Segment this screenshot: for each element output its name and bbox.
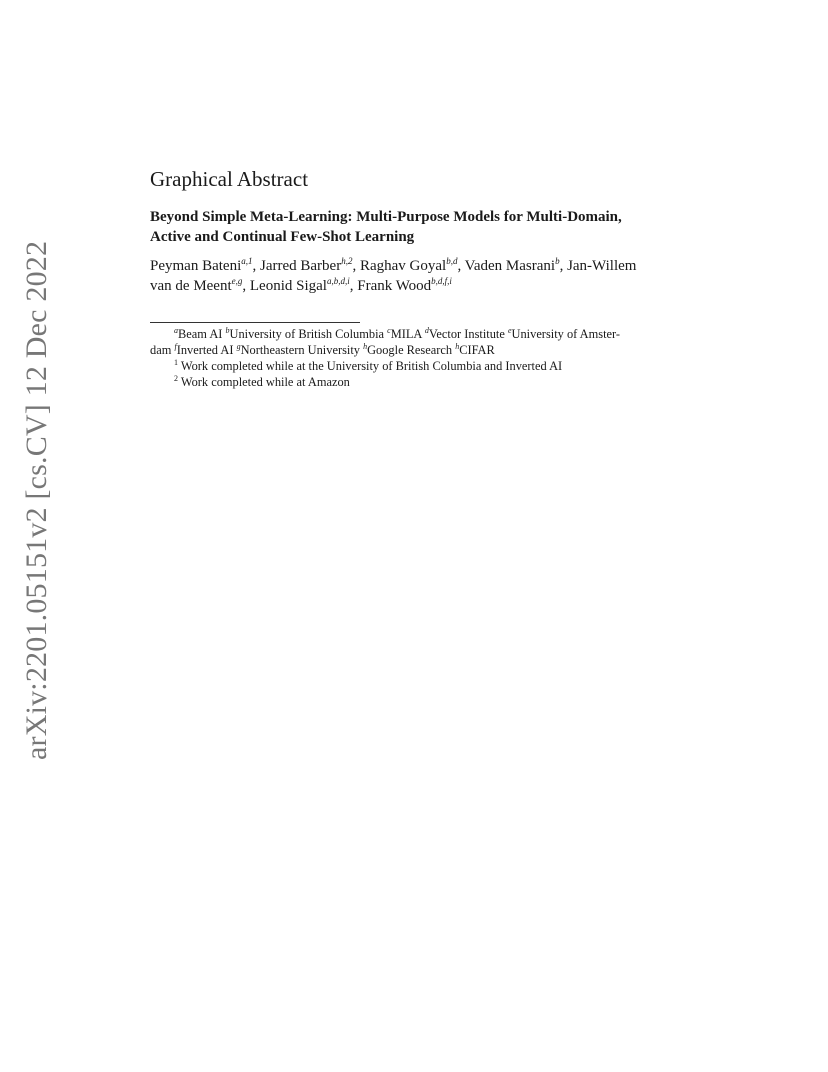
affiliation-mark: d	[424, 326, 429, 335]
author-name: Jarred Barber	[259, 258, 342, 274]
affiliation-text: Beam AI	[178, 327, 223, 341]
affiliation-text: Northeastern University	[240, 343, 360, 357]
page-content	[150, 165, 680, 390]
footnote-divider	[150, 322, 360, 323]
affiliation-mark: a	[174, 326, 178, 335]
affiliation-text: Vector Institute	[428, 327, 505, 341]
author-affiliation-marks: e,g	[231, 276, 243, 286]
author-name: Frank Wood	[357, 278, 432, 294]
author-name: Vaden Masrani	[464, 258, 556, 274]
footnote-1	[150, 358, 680, 374]
author-name: Raghav Goyal	[359, 258, 447, 274]
author-affiliation-marks: h,2	[341, 256, 353, 266]
author-name: Peyman Bateni	[150, 258, 242, 274]
affiliation-mark: b	[225, 326, 230, 335]
affiliation-text: Google Research	[367, 343, 453, 357]
affiliation-mark: f	[174, 342, 177, 351]
affiliation-mark: c	[387, 326, 391, 335]
author-affiliation-marks: a,1	[241, 256, 253, 266]
affiliation-mark: g	[236, 342, 241, 351]
author-list	[150, 256, 680, 296]
author-name-part: van de Meent	[150, 278, 232, 294]
section-heading: Graphical Abstract	[150, 167, 309, 191]
paper-title-line-1: Beyond Simple Meta-Learning: Multi-Purpose Models for Multi-Domain,	[150, 209, 622, 225]
footnote-mark: 2	[174, 374, 178, 383]
author-line-2: van de Meent$^{e,g}$, Leonid Sigal$^{a,b,d,i}$, Frank Wood$^{b,d,f,i}$	[150, 276, 452, 294]
author-name-part: Jan-Willem	[567, 258, 637, 274]
footnote-2	[150, 374, 680, 390]
affiliation-mark: h	[363, 342, 368, 351]
affiliation-text: University of British Columbia	[229, 327, 385, 341]
author-affiliation-marks: a,b,d,i	[326, 276, 350, 286]
author-affiliation-marks: b,d,f,i	[431, 276, 452, 286]
affiliation-text: CIFAR	[459, 343, 495, 357]
affiliation-text: dam	[150, 343, 172, 357]
affiliation-text: MILA	[390, 327, 422, 341]
affiliation-text: Inverted AI	[176, 343, 234, 357]
author-affiliation-marks: b,d	[446, 256, 458, 266]
footnote-mark: 1	[174, 358, 178, 367]
affiliation-list	[150, 326, 680, 358]
affiliation-mark: h	[455, 342, 460, 351]
footnote-text: Work completed while at Amazon	[180, 375, 350, 389]
arxiv-identifier-stamp: arXiv:2201.05151v2 [cs.CV] 12 Dec 2022	[20, 240, 53, 760]
author-name: Leonid Sigal	[249, 278, 327, 294]
paper-title-line-2: Active and Continual Few-Shot Learning	[150, 229, 415, 245]
affiliation-text: University of Amster-	[511, 327, 621, 341]
author-line-1: Peyman Bateni$^{a,1}$, Jarred Barber$^{h,2}$, Raghav Goyal$^{b,d}$, Vaden Masrani$^b$, Jan-Willem	[150, 256, 637, 274]
footnote-text: Work completed while at the University of British Columbia and Inverted AI	[180, 359, 563, 373]
paper-title	[150, 207, 680, 247]
author-affiliation-marks: b	[555, 256, 560, 266]
affiliation-mark: e	[507, 326, 512, 335]
